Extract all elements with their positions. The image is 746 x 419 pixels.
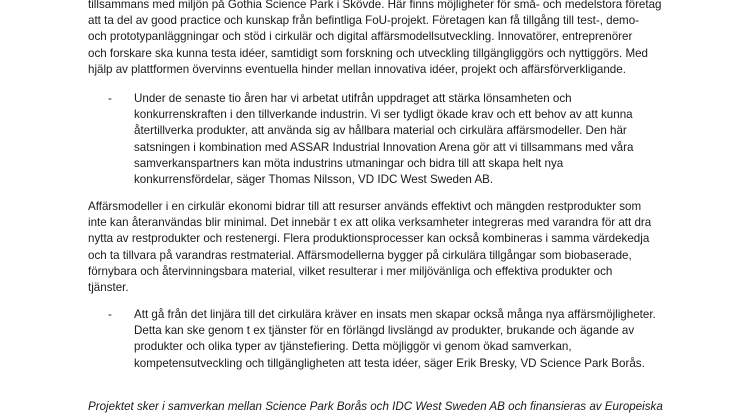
quote-line: Att gå från det linjära till det cirkulära kräver en insats men skapar också många nya affärsmöjligheter. — [134, 308, 656, 321]
paragraph-line: och prototypanläggningar och stöd i cirkulär och digital affärsmodellsutveckling. Innovatörer, entreprenörer — [88, 30, 633, 44]
quote-line: Under de senaste tio åren har vi arbetat utifrån uppdraget att stärka lönsamheten och — [134, 92, 572, 105]
paragraph-line: och ta tillvara på varandras restmaterial. Affärsmodellerna bygger på cirkulära tillgångar som biobaserade, — [88, 248, 632, 262]
quote-line: satsningen i kombination med ASSAR Industrial Innovation Arena gör att vi tillsammans med våra — [134, 140, 634, 154]
paragraph-line: att ta del av good practice och kunskap från befintliga FoU-projekt. Företagen kan få tillgång till test-, demo- — [88, 14, 639, 28]
paragraph-line: hjälp av plattformen övervinns eventuella hinder mellan innovativa idéer, projekt och affärsförverkligande. — [88, 62, 626, 76]
paragraph-line: tjänster. — [88, 280, 129, 294]
intro-paragraph — [88, 0, 668, 78]
quote-line: konkurrenskraften i den tillverkande industrin. Vi ser tydligt ökade krav och ett behov av att kunna — [134, 108, 633, 122]
paragraph-line: och forskare ska kunna testa idéer, samtidigt som forskning och utveckling tillgängliggörs och nyttiggörs. Med — [88, 46, 649, 60]
quote-line: samverkanspartners kan möta industrins utmaningar och bidra till att skapa helt nya — [134, 156, 564, 170]
paragraph-line: tillsammans med miljön på Gothia Science Park i Skövde. Här finns möjligheter för små- och medelstora företag — [88, 0, 662, 11]
list-dash: - — [108, 308, 112, 321]
paragraph-line: Affärsmodeller i en cirkulär ekonomi bidrar till att resurser används effektivt och mängden restprodukter som — [88, 200, 642, 213]
quote-line: produkter och olika typer av tjänstefiering. Detta möjliggör vi genom ökad samverkan, — [134, 340, 572, 354]
circular-economy-paragraph — [88, 199, 668, 296]
quote-line: Detta kan ske genom t ex tjänster för en förlängd livslängd av produkter, brukande och ägande av — [134, 324, 635, 338]
quote-line: återtillverka produkter, att använda sig av hållbara material och cirkulära affärsmodeller. Den här — [134, 124, 627, 138]
paragraph-line: Projektet sker i samverkan mellan Science Park Borås och IDC West Sweden AB och finansieras av Europeiska — [88, 400, 663, 413]
list-dash: - — [108, 92, 112, 105]
paragraph-line: förnybara och återvinningsbara material, vilket resulterar i mer miljövänliga och effektiva produkter och — [88, 264, 613, 278]
quote-line: konkurrensfördelar, säger Thomas Nilsson, VD IDC West Sweden AB. — [134, 172, 494, 186]
paragraph-line: inte kan återanvändas blir minimal. Det innebär t ex att olika verksamheter integreras med varandra för att dra — [88, 216, 652, 230]
quote-line: kompetensutveckling och tillgängligheten att testa idéer, säger Erik Bresky, VD Science Park Borås. — [134, 356, 645, 370]
closing-paragraph — [88, 399, 668, 415]
paragraph-line: nytta av restprodukter och restenergi. Flera produktionsprocesser kan också kombineras i samma värdekedja — [88, 232, 650, 246]
